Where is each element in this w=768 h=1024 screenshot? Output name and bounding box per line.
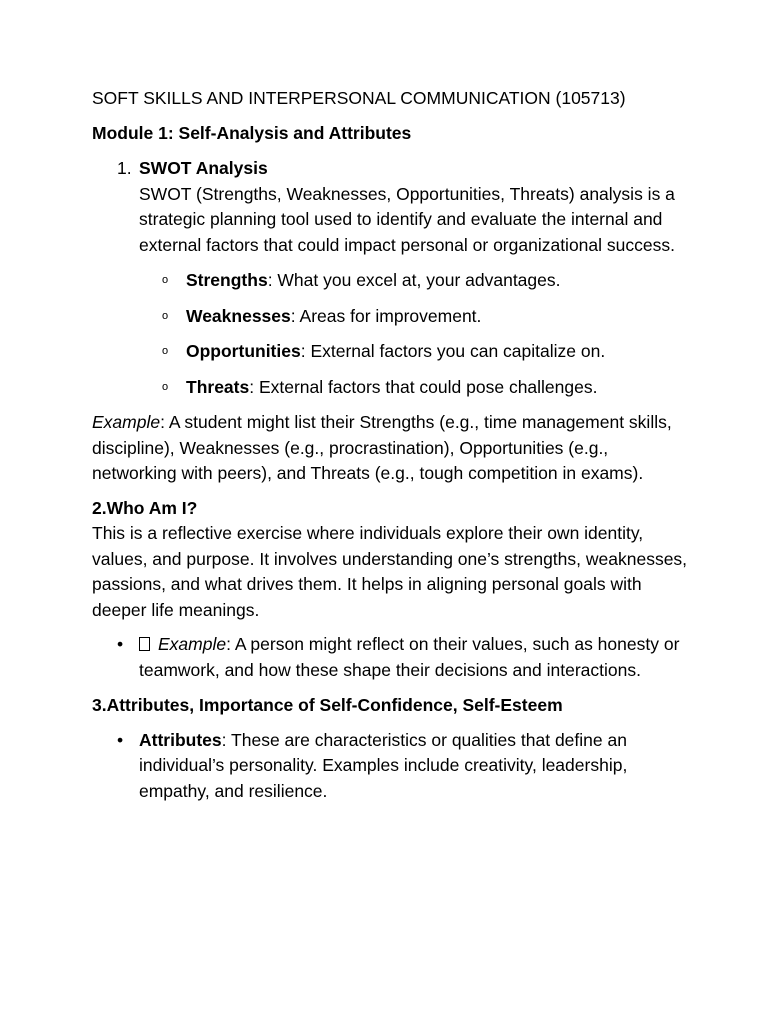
circle-bullet-icon: o [162,380,169,393]
section-heading-attributes: 3.Attributes, Importance of Self-Confidence, Self-Esteem [92,695,563,715]
item-text: : What you excel at, your advantages. [267,270,561,290]
circle-bullet-icon: o [162,345,169,357]
item-text: : External factors you can capitalize on. [300,341,606,361]
who-am-i-list [92,632,688,683]
item-text: : These are characteristics or qualities that define an individual’s personality. Examples include creativity, leadership, empathy, and resilience. [139,729,628,801]
attributes-list [92,728,688,805]
example-label: Example [92,412,161,432]
item-text: : External factors that could pose challenges. [249,376,598,397]
bullet-icon: • [117,634,124,654]
item-term: Threats [186,376,250,397]
circle-bullet-icon: o [162,274,169,286]
section-number: 1. [117,158,132,178]
section-swot [92,156,688,258]
swot-list [92,268,688,400]
missing-glyph-icon [139,637,150,651]
list-item [162,268,688,294]
item-term: Opportunities [186,341,301,361]
section-heading-who-am-i: 2.Who Am I? [92,497,198,518]
bullet-icon: • [117,729,124,750]
swot-example [92,410,688,487]
list-item [117,728,688,805]
item-term: Strengths [186,270,268,290]
example-label: Example [158,634,227,654]
who-am-i-description: This is a reflective exercise where individuals explore their own identity, values, and purpose. It involves understanding one’s strengths, weaknesses, passions, and what drives them. It helps in aligning personal goals with deeper life meanings. [92,523,688,620]
module-title: Module 1: Self-Analysis and Attributes [92,122,412,143]
section-heading-swot: SWOT Analysis [139,158,268,178]
list-item [162,304,688,330]
circle-bullet-icon: o [162,309,169,322]
list-item [162,375,688,401]
example-text: : A student might list their Strengths (e.g., time management skills, discipline), Weaknesses (e.g., procrastination), Opportunities (e.g., networking with peers), and Threats (e.g., tough competition in exams). [92,412,672,483]
item-term: Attributes [139,729,222,750]
example-text: : A person might reflect on their values, such as honesty or teamwork, and how these shape their decisions and interactions. [139,634,680,680]
course-title: SOFT SKILLS AND INTERPERSONAL COMMUNICATION (105713) [92,88,626,108]
list-item [117,632,688,683]
item-text: : Areas for improvement. [290,305,482,326]
list-item [162,339,688,365]
swot-description: SWOT (Strengths, Weaknesses, Opportunities, Threats) analysis is a strategic planning tool used to identify and evaluate the internal and external factors that could impact personal or organizational success. [139,183,675,255]
item-term: Weaknesses [186,305,291,326]
